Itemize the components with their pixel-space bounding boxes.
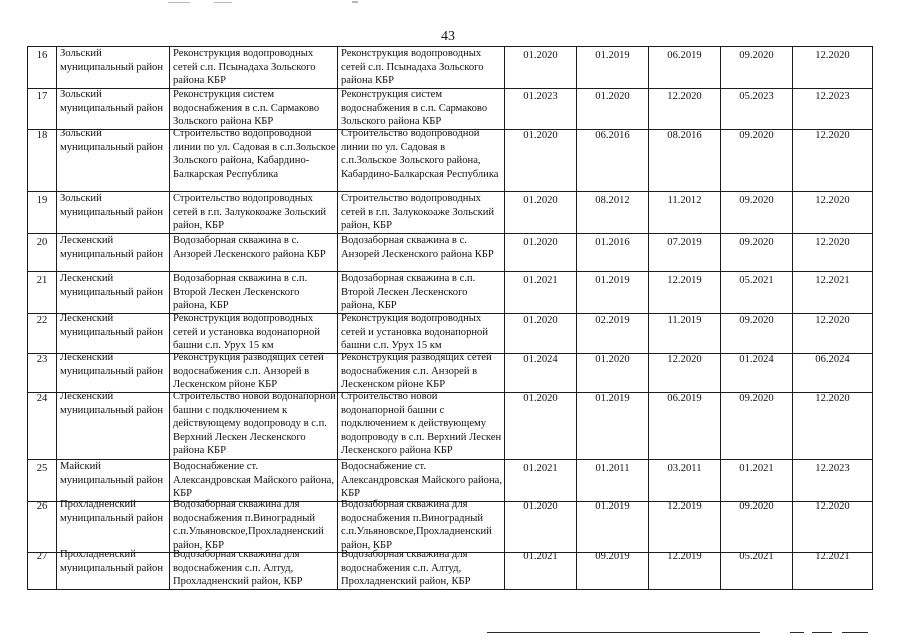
table-row <box>27 234 873 272</box>
table-row <box>27 192 873 234</box>
date-cell-2: 01.2011 <box>577 460 649 502</box>
date-cell-1: 01.2020 <box>505 234 577 272</box>
date-cell-4: 01.2024 <box>721 351 793 393</box>
scan-artifact <box>487 632 760 633</box>
date-cell-1: 01.2020 <box>505 46 577 89</box>
object-name-cell: Реконструкция разводящих сетей водоснабжения с.п. Анзорей в Лескенском рйоне КБР <box>170 351 338 393</box>
object-name-cell-2: Водозаборная скважина для водоснабжения п.Виноградный с.п.Ульяновское,Прохладненский район, КБР <box>338 498 505 553</box>
table-row <box>27 351 873 390</box>
row-number-cell: 21 <box>27 272 57 314</box>
district-cell: Лескенский муниципальный район <box>57 312 170 354</box>
object-name-cell-2: Реконструкция систем водоснабжения в с.п. Сармаково Зольского района КБР <box>338 88 505 130</box>
date-cell-1: 01.2020 <box>505 127 577 192</box>
date-cell-1: 01.2023 <box>505 88 577 130</box>
district-cell: Лескенский муниципальный район <box>57 234 170 272</box>
date-cell-2: 01.2019 <box>577 390 649 460</box>
table-row <box>27 127 873 192</box>
date-cell-5: 12.2020 <box>793 46 873 89</box>
scan-artifact <box>168 2 190 3</box>
date-cell-3: 06.2019 <box>649 390 721 460</box>
object-name-cell-2: Водоснабжение ст. Александровская Майского района, КБР <box>338 460 505 502</box>
object-name-cell-2: Строительство водопроводных сетей в г.п. Залукокоаже Зольский район, КБР <box>338 192 505 234</box>
scan-artifact <box>352 1 358 3</box>
date-cell-4: 09.2020 <box>721 234 793 272</box>
row-number-cell: 16 <box>27 46 57 89</box>
row-number-cell: 23 <box>27 351 57 393</box>
object-name-cell: Реконструкция водопроводных сетей с.п. Псынадаха Зольского района КБР <box>170 46 338 89</box>
row-number-cell: 17 <box>27 88 57 130</box>
district-cell: Лескенский муниципальный район <box>57 390 170 460</box>
date-cell-3: 12.2019 <box>649 498 721 553</box>
date-cell-5: 12.2020 <box>793 312 873 354</box>
date-cell-2: 09.2019 <box>577 548 649 590</box>
row-number-cell: 18 <box>27 127 57 192</box>
date-cell-1: 01.2024 <box>505 351 577 393</box>
date-cell-3: 03.2011 <box>649 460 721 502</box>
row-number-cell: 20 <box>27 234 57 272</box>
date-cell-4: 09.2020 <box>721 390 793 460</box>
table-row <box>27 460 873 498</box>
table-row <box>27 548 873 590</box>
date-cell-2: 01.2016 <box>577 234 649 272</box>
table-row <box>27 272 873 312</box>
date-cell-5: 12.2020 <box>793 498 873 553</box>
scan-artifact <box>842 632 868 633</box>
table-row <box>27 498 873 551</box>
row-number-cell: 25 <box>27 460 57 502</box>
object-name-cell-2: Водозаборная скважина в с. Анзорей Лескенского района КБР <box>338 234 505 272</box>
table-body <box>27 46 873 590</box>
date-cell-4: 05.2023 <box>721 88 793 130</box>
date-cell-3: 12.2020 <box>649 88 721 130</box>
page-number: 43 <box>441 29 455 44</box>
date-cell-1: 01.2021 <box>505 272 577 314</box>
date-cell-4: 09.2020 <box>721 312 793 354</box>
object-name-cell-2: Реконструкция водопроводных сетей с.п. Псынадаха Зольского района КБР <box>338 46 505 89</box>
date-cell-5: 12.2021 <box>793 548 873 590</box>
row-number-cell: 22 <box>27 312 57 354</box>
date-cell-4: 09.2020 <box>721 127 793 192</box>
date-cell-1: 01.2021 <box>505 460 577 502</box>
object-name-cell: Строительство водопроводной линии по ул. Садовая в с.п.Зольское Зольского района, Кабардино-Балкарская Республика <box>170 127 338 192</box>
date-cell-1: 01.2020 <box>505 390 577 460</box>
scan-artifact <box>812 632 832 633</box>
object-name-cell-2: Строительство водопроводной линии по ул. Садовая в с.п.Зольское Зольского района, Кабардино-Балкарская Республика <box>338 127 505 192</box>
district-cell: Лескенский муниципальный район <box>57 351 170 393</box>
date-cell-4: 01.2021 <box>721 460 793 502</box>
district-cell: Зольский муниципальный район <box>57 192 170 234</box>
date-cell-5: 12.2020 <box>793 390 873 460</box>
date-cell-2: 01.2019 <box>577 46 649 89</box>
object-name-cell-2: Водозаборная скважина для водоснабжения с.п. Алтуд, Прохладненский район, КБР <box>338 548 505 590</box>
object-name-cell: Водозаборная скважина для водоснабжения с.п. Алтуд, Прохладненский район, КБР <box>170 548 338 590</box>
date-cell-2: 01.2020 <box>577 351 649 393</box>
date-cell-3: 11.2019 <box>649 312 721 354</box>
district-cell: Лескенский муниципальный район <box>57 272 170 314</box>
row-number-cell: 24 <box>27 390 57 460</box>
table-row <box>27 390 873 460</box>
table-row <box>27 46 873 88</box>
date-cell-5: 12.2020 <box>793 234 873 272</box>
date-cell-5: 12.2020 <box>793 127 873 192</box>
date-cell-4: 05.2021 <box>721 272 793 314</box>
object-name-cell: Реконструкция систем водоснабжения в с.п. Сармаково Зольского района КБР <box>170 88 338 130</box>
date-cell-2: 02.2019 <box>577 312 649 354</box>
date-cell-3: 07.2019 <box>649 234 721 272</box>
object-name-cell-2: Реконструкция разводящих сетей водоснабжения с.п. Анзорей в Лескенском рйоне КБР <box>338 351 505 393</box>
district-cell: Зольский муниципальный район <box>57 46 170 89</box>
date-cell-4: 09.2020 <box>721 498 793 553</box>
object-name-cell: Строительство водопроводных сетей в г.п. Залукокоаже Зольский район, КБР <box>170 192 338 234</box>
object-name-cell-2: Строительство новой водонапорной башни с подключением к действующему водопроводу в с.п. Верхний Лескен Лескенского района КБР <box>338 390 505 460</box>
date-cell-5: 12.2023 <box>793 88 873 130</box>
date-cell-1: 01.2021 <box>505 548 577 590</box>
object-name-cell: Строительство новой водонапорной башни с подключением к действующему водопроводу в с.п. Верхний Лескен Лескенского района КБР <box>170 390 338 460</box>
date-cell-1: 01.2020 <box>505 312 577 354</box>
object-name-cell: Реконструкция водопроводных сетей и установка водонапорной башни с.п. Урух 15 км <box>170 312 338 354</box>
district-cell: Зольский муниципальный район <box>57 88 170 130</box>
date-cell-4: 09.2020 <box>721 192 793 234</box>
date-cell-1: 01.2020 <box>505 192 577 234</box>
date-cell-3: 06.2019 <box>649 46 721 89</box>
date-cell-2: 01.2019 <box>577 272 649 314</box>
table-row <box>27 88 873 127</box>
scan-artifact <box>214 2 232 3</box>
date-cell-1: 01.2020 <box>505 498 577 553</box>
date-cell-2: 06.2016 <box>577 127 649 192</box>
date-cell-3: 12.2020 <box>649 351 721 393</box>
date-cell-3: 12.2019 <box>649 548 721 590</box>
object-name-cell-2: Водозаборная скважина в с.п. Второй Лескен Лескенского района, КБР <box>338 272 505 314</box>
date-cell-3: 12.2019 <box>649 272 721 314</box>
row-number-cell: 26 <box>27 498 57 553</box>
date-cell-4: 05.2021 <box>721 548 793 590</box>
district-cell: Прохладненский муниципальный район <box>57 498 170 553</box>
date-cell-5: 06.2024 <box>793 351 873 393</box>
object-name-cell: Водоснабжение ст. Александровская Майского района, КБР <box>170 460 338 502</box>
table-row <box>27 312 873 351</box>
date-cell-2: 01.2020 <box>577 88 649 130</box>
date-cell-3: 08.2016 <box>649 127 721 192</box>
date-cell-5: 12.2020 <box>793 192 873 234</box>
date-cell-4: 09.2020 <box>721 46 793 89</box>
date-cell-5: 12.2021 <box>793 272 873 314</box>
row-number-cell: 27 <box>27 548 57 590</box>
object-name-cell-2: Реконструкция водопроводных сетей и установка водонапорной башни с.п. Урух 15 км <box>338 312 505 354</box>
object-name-cell: Водозаборная скважина для водоснабжения п.Виноградный с.п.Ульяновское,Прохладненский район, КБР <box>170 498 338 553</box>
row-number-cell: 19 <box>27 192 57 234</box>
date-cell-2: 01.2019 <box>577 498 649 553</box>
scan-artifact <box>790 632 804 633</box>
object-name-cell: Водозаборная скважина в с.п. Второй Лескен Лескенского района, КБР <box>170 272 338 314</box>
date-cell-3: 11.2012 <box>649 192 721 234</box>
date-cell-5: 12.2023 <box>793 460 873 502</box>
object-name-cell: Водозаборная скважина в с. Анзорей Лескенского района КБР <box>170 234 338 272</box>
district-cell: Зольский муниципальный район <box>57 127 170 192</box>
district-cell: Прохладненский муниципальный район <box>57 548 170 590</box>
district-cell: Майский муниципальный район <box>57 460 170 502</box>
date-cell-2: 08.2012 <box>577 192 649 234</box>
